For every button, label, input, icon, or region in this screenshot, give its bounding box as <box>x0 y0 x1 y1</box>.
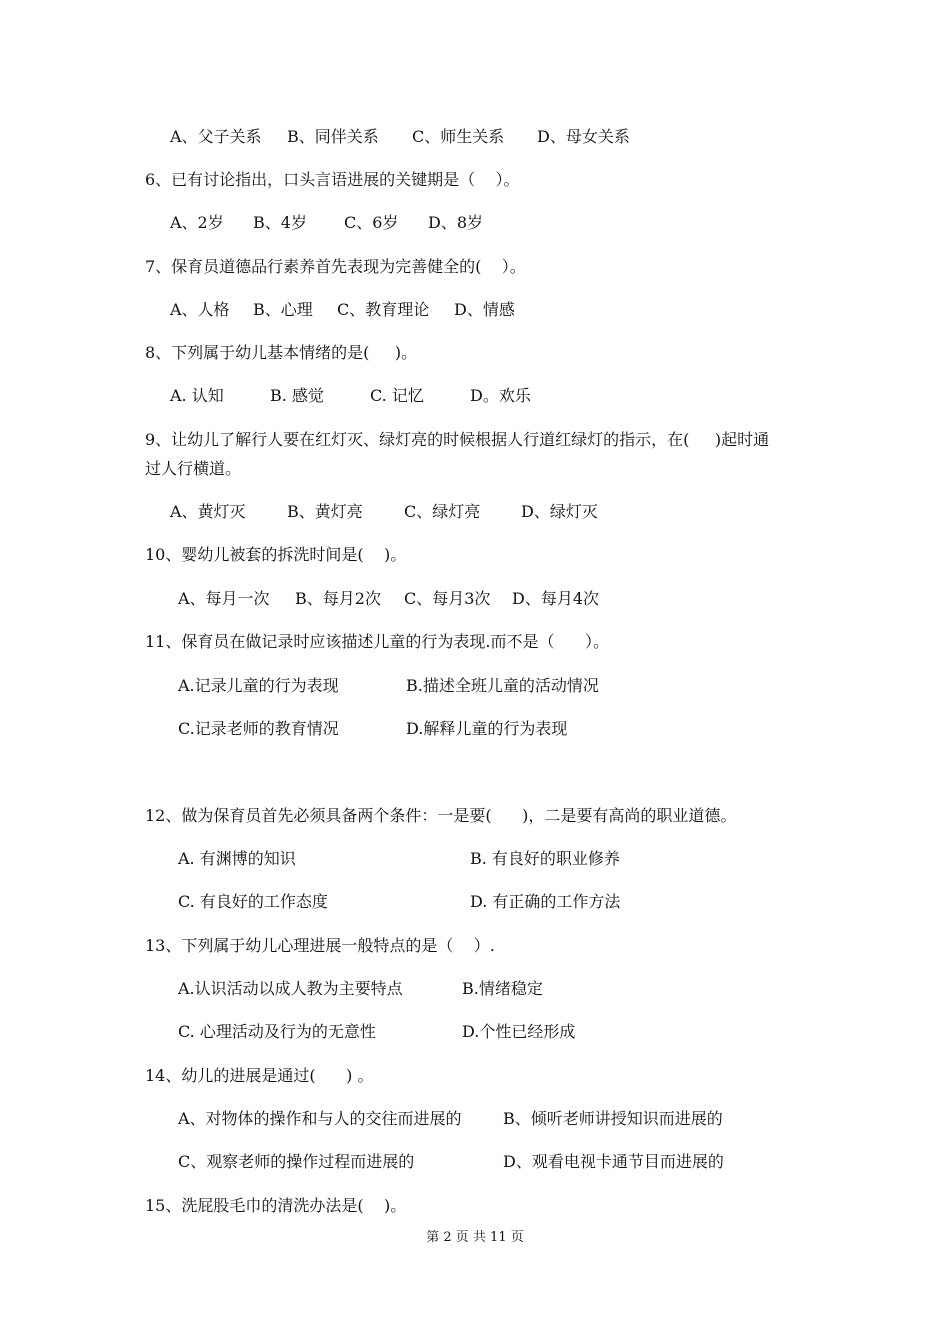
option: A、人格 <box>170 300 230 319</box>
option-row <box>0 588 950 610</box>
option-row <box>0 1108 950 1130</box>
question-text: 15、洗屁股毛巾的清洗办法是( )。 <box>145 1196 407 1215</box>
option: D、观看电视卡通节目而进展的 <box>503 1152 724 1171</box>
option-row <box>0 126 950 148</box>
option: B、每月2次 <box>295 589 381 608</box>
option: A、每月一次 <box>178 589 270 608</box>
option: A、对物体的操作和与人的交往而进展的 <box>178 1109 462 1128</box>
option: C、教育理论 <box>337 300 430 319</box>
question-text: 8、下列属于幼儿基本情绪的是( )。 <box>145 343 418 362</box>
option: B、倾听老师讲授知识而进展的 <box>503 1109 723 1128</box>
question-text: 过人行横道。 <box>145 459 242 478</box>
option: D。欢乐 <box>470 386 531 405</box>
option: A. 认知 <box>170 386 224 405</box>
option: C. 记忆 <box>370 386 424 405</box>
question-text: 12、做为保育员首先必须具备两个条件：一是要( )，二是要有高尚的职业道德。 <box>145 806 737 825</box>
option: D.解释儿童的行为表现 <box>406 719 568 738</box>
option-row <box>0 212 950 234</box>
option-row <box>0 1151 950 1173</box>
option: D、情感 <box>454 300 515 319</box>
option: B、同伴关系 <box>287 127 379 146</box>
option-row <box>0 978 950 1000</box>
option-row <box>0 848 950 870</box>
option: D.个性已经形成 <box>462 1022 576 1041</box>
option-row <box>0 891 950 913</box>
option: B、4岁 <box>253 213 307 232</box>
question-text: 10、婴幼儿被套的拆洗时间是( )。 <box>145 545 407 564</box>
question-text: 14、幼儿的进展是通过( ) 。 <box>145 1066 374 1085</box>
option-row <box>0 385 950 407</box>
option-row <box>0 1021 950 1043</box>
option: A. 有渊博的知识 <box>178 849 296 868</box>
option: D、绿灯灭 <box>521 502 598 521</box>
question-text: 13、下列属于幼儿心理进展一般特点的是（ ）. <box>145 936 495 955</box>
question-text: 11、保育员在做记录时应该描述儿童的行为表现.而不是（ ）。 <box>145 632 609 651</box>
option-row <box>0 501 950 523</box>
question-text: 6、已有讨论指出，口头言语进展的关键期是（ ）。 <box>145 170 520 189</box>
option: C、师生关系 <box>412 127 505 146</box>
option: C、每月3次 <box>404 589 491 608</box>
option: A.认识活动以成人教为主要特点 <box>178 979 403 998</box>
option: C、观察老师的操作过程而进展的 <box>178 1152 415 1171</box>
option: B、心理 <box>253 300 313 319</box>
option: C、6岁 <box>344 213 399 232</box>
option: C.记录老师的教育情况 <box>178 719 339 738</box>
question-text: 9、让幼儿了解行人要在红灯灭、绿灯亮的时候根据人行道红绿灯的指示，在( )起时通 <box>145 430 770 449</box>
option-row <box>0 299 950 321</box>
option: D、每月4次 <box>512 589 600 608</box>
option: A.记录儿童的行为表现 <box>178 676 339 695</box>
option: B、黄灯亮 <box>287 502 363 521</box>
option: B.情绪稳定 <box>462 979 543 998</box>
option: C. 有良好的工作态度 <box>178 892 328 911</box>
question-text: 7、保育员道德品行素养首先表现为完善健全的( ）。 <box>145 257 526 276</box>
option: A、2岁 <box>170 213 224 232</box>
option: D. 有正确的工作方法 <box>470 892 621 911</box>
option: B. 感觉 <box>270 386 324 405</box>
option-row <box>0 718 950 740</box>
option-row <box>0 675 950 697</box>
option: C. 心理活动及行为的无意性 <box>178 1022 376 1041</box>
page-number-footer: 第 2 页 共 11 页 <box>426 1230 524 1245</box>
option: D、8岁 <box>428 213 484 232</box>
option: C、绿灯亮 <box>404 502 481 521</box>
option: A、黄灯灭 <box>170 502 246 521</box>
option: B. 有良好的职业修养 <box>470 849 620 868</box>
option: D、母女关系 <box>537 127 630 146</box>
option: A、父子关系 <box>170 127 262 146</box>
option: B.描述全班儿童的活动情况 <box>406 676 599 695</box>
